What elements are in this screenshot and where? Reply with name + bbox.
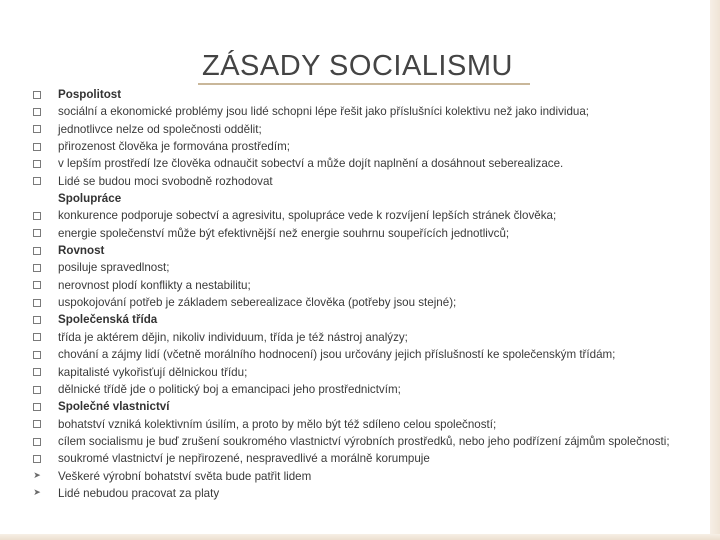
line-text: třída je aktérem dějin, nikoliv individuum, třída je též nástroj analýzy; <box>58 330 408 344</box>
square-bullet-icon <box>33 333 41 341</box>
line-text: Spolupráce <box>58 192 122 206</box>
list-item <box>30 225 710 242</box>
line-text: Lidé se budou moci svobodně rozhodovat <box>58 174 273 188</box>
square-bullet-icon <box>30 311 44 328</box>
square-bullet-icon <box>33 247 41 255</box>
section-heading <box>30 190 710 207</box>
square-bullet-icon <box>33 403 41 411</box>
slide-edge-decoration <box>710 0 720 540</box>
line-text: cílem socialismu je buď zrušení soukromého vlastnictví výrobních prostředků, nebo jeho podřízení zájmům společnosti; <box>58 434 670 448</box>
slide-bottom-decoration <box>0 534 720 540</box>
line-text: soukromé vlastnictví je nepřirozené, nespravedlivé a morálně korumpuje <box>58 452 430 466</box>
list-item <box>30 381 710 398</box>
section-heading <box>30 242 710 259</box>
list-item <box>30 155 710 172</box>
list-item <box>30 364 710 381</box>
arrow-bullet-icon: ➤ <box>33 488 41 499</box>
arrow-bullet-icon <box>30 468 44 485</box>
square-bullet-icon <box>30 259 44 276</box>
line-text: uspokojování potřeb je základem seberealizace člověka (potřeby jsou stejné); <box>58 296 457 310</box>
line-text: kapitalisté vykořisťují dělnickou třídu; <box>58 365 248 379</box>
square-bullet-icon <box>33 177 41 185</box>
list-item <box>30 259 710 276</box>
line-text: energie společenství může být efektivnější než energie souhrnu soupeřících jednotlivců; <box>58 226 510 240</box>
list-item <box>30 121 710 138</box>
square-bullet-icon <box>33 108 41 116</box>
square-bullet-icon <box>30 294 44 311</box>
line-text: Rovnost <box>58 244 105 258</box>
list-item <box>30 450 710 467</box>
square-bullet-icon <box>30 277 44 294</box>
line-text: Lidé nebudou pracovat za platy <box>58 486 220 500</box>
line-text: chování a zájmy lidí (včetně morálního hodnocení) jsou určovány jejich příslušností ke společenským třídám; <box>58 348 616 362</box>
title-underline <box>198 83 530 85</box>
line-text: Společné vlastnictví <box>58 400 170 414</box>
square-bullet-icon <box>33 212 41 220</box>
section-heading <box>30 398 710 415</box>
list-item <box>30 207 710 224</box>
line-text: dělnické třídě jde o politický boj a emancipaci jeho prostřednictvím; <box>58 382 401 396</box>
line-text: přirozenost člověka je formována prostředím; <box>58 140 290 154</box>
line-text: Pospolitost <box>58 88 122 101</box>
square-bullet-icon <box>30 103 44 120</box>
square-bullet-icon <box>33 229 41 237</box>
bullet-list <box>30 86 710 502</box>
square-bullet-icon <box>33 281 41 289</box>
square-bullet-icon <box>33 438 41 446</box>
line-text: v lepším prostředí lze člověka odnaučit sobectví a může dojít naplnění a dosáhnout seberealizace. <box>58 157 564 171</box>
line-text: posiluje spravedlnost; <box>58 261 170 275</box>
line-text: jednotlivce nelze od společnosti oddělit; <box>58 122 262 136</box>
square-bullet-icon <box>33 143 41 151</box>
square-bullet-icon <box>30 433 44 450</box>
square-bullet-icon <box>30 225 44 242</box>
square-bullet-icon <box>33 386 41 394</box>
square-bullet-icon <box>30 346 44 363</box>
arrow-bullet-icon <box>30 485 44 502</box>
list-item <box>30 173 710 190</box>
square-bullet-icon <box>33 125 41 133</box>
line-text: bohatství vzniká kolektivním úsilím, a proto by mělo být též sdíleno celou společností; <box>58 417 497 431</box>
list-item <box>30 468 710 485</box>
list-item <box>30 138 710 155</box>
square-bullet-icon <box>30 207 44 224</box>
square-bullet-icon <box>30 398 44 415</box>
line-text: Společenská třída <box>58 313 158 327</box>
square-bullet-icon <box>30 242 44 259</box>
square-bullet-icon <box>30 381 44 398</box>
section-heading <box>30 311 710 328</box>
no-bullet <box>30 190 44 207</box>
square-bullet-icon <box>30 138 44 155</box>
square-bullet-icon <box>33 91 41 99</box>
square-bullet-icon <box>30 329 44 346</box>
square-bullet-icon <box>33 299 41 307</box>
square-bullet-icon <box>33 420 41 428</box>
section-heading <box>30 86 710 103</box>
square-bullet-icon <box>30 173 44 190</box>
list-item <box>30 294 710 311</box>
list-item <box>30 277 710 294</box>
square-bullet-icon <box>33 351 41 359</box>
square-bullet-icon <box>30 450 44 467</box>
square-bullet-icon <box>33 368 41 376</box>
list-item <box>30 103 710 120</box>
list-item <box>30 433 710 450</box>
square-bullet-icon <box>33 316 41 324</box>
line-text: nerovnost plodí konflikty a nestabilitu; <box>58 278 251 292</box>
square-bullet-icon <box>30 364 44 381</box>
square-bullet-icon <box>33 455 41 463</box>
line-text: konkurence podporuje sobectví a agresivitu, spolupráce vede k rozvíjení lepších stránek člověka; <box>58 209 557 223</box>
list-item <box>30 416 710 433</box>
square-bullet-icon <box>30 155 44 172</box>
square-bullet-icon <box>30 416 44 433</box>
list-item <box>30 485 710 502</box>
square-bullet-icon <box>30 86 44 103</box>
list-item <box>30 346 710 363</box>
square-bullet-icon <box>33 264 41 272</box>
slide-title: ZÁSADY SOCIALISMU <box>202 50 513 82</box>
list-item <box>30 329 710 346</box>
arrow-bullet-icon: ➤ <box>33 470 41 481</box>
square-bullet-icon <box>33 160 41 168</box>
line-text: sociální a ekonomické problémy jsou lidé schopni lépe řešit jako příslušníci kolektivu než jako individua; <box>58 105 590 119</box>
line-text: Veškeré výrobní bohatství světa bude patřit lidem <box>58 469 312 483</box>
square-bullet-icon <box>30 121 44 138</box>
